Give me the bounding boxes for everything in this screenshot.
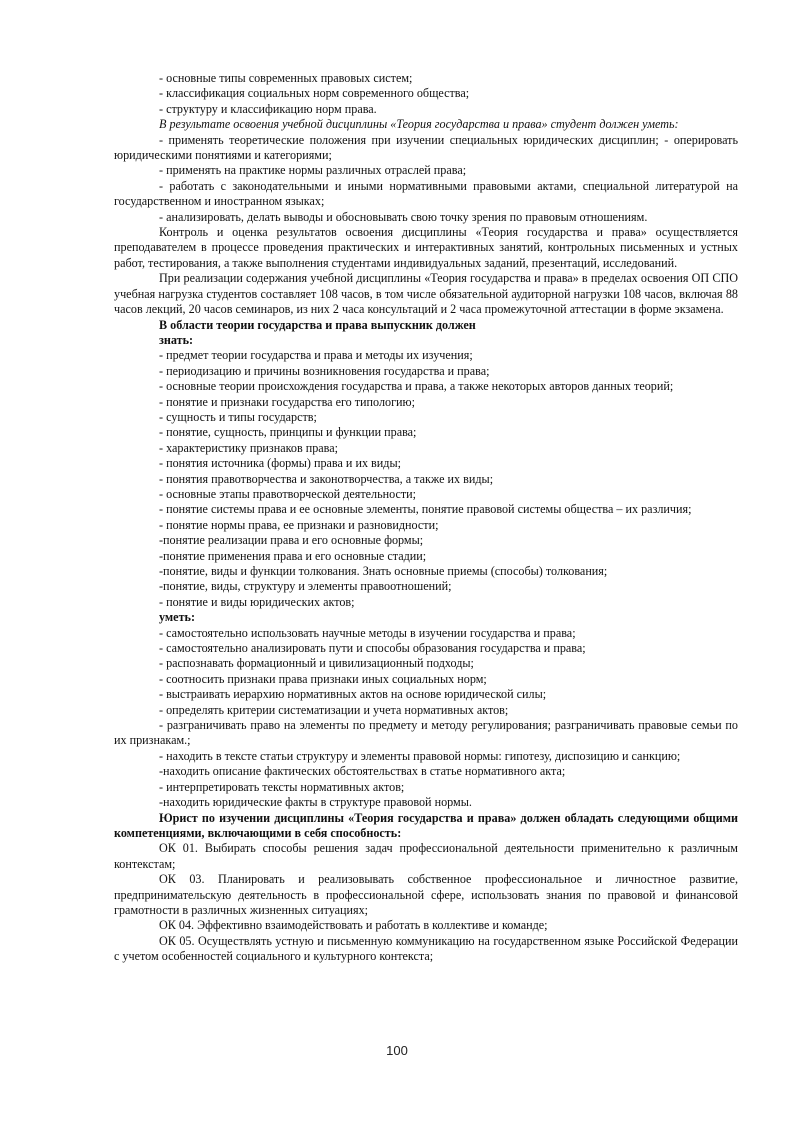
paragraph: - понятие нормы права, ее признаки и разновидности; xyxy=(159,517,439,532)
paragraph: - анализировать, делать выводы и обосновывать свою точку зрения по правовым отношениям. xyxy=(159,209,648,224)
paragraph: - находить в тексте статьи структуру и элементы правовой нормы: гипотезу, диспозицию и санкцию; xyxy=(159,748,681,763)
paragraph: - основные теории происхождения государства и права, а также некоторых авторов данных теорий; xyxy=(159,379,674,394)
paragraph: ОК 05. Осуществлять устную и письменную коммуникацию на государственном языке Российской Федерации с учетом особенностей социального и культурного контекста; xyxy=(114,933,738,964)
paragraph: - работать с законодательными и иными нормативными правовыми актами, специальной литературой на государственном и иностранном языках; xyxy=(114,178,738,209)
paragraph: Контроль и оценка результатов освоения дисциплины «Теория государства и права» осуществляется преподавателем в процессе проведения практических и интерактивных занятий, контрольных письменных и устных работ, тестирования, а также выполнения студентами индивидуальных заданий, презентаций, исследований. xyxy=(114,225,738,270)
paragraph: -понятие, виды, структуру и элементы правоотношений; xyxy=(159,579,452,594)
paragraph: - соотносить признаки права признаки иных социальных норм; xyxy=(159,671,487,686)
paragraph: -находить юридические факты в структуре правовой нормы. xyxy=(159,795,472,810)
paragraph: уметь: xyxy=(159,610,195,625)
paragraph: - сущность и типы государств; xyxy=(159,409,317,424)
paragraph: -находить описание фактических обстоятельствах в статье нормативного акта; xyxy=(159,764,566,779)
paragraph: - предмет теории государства и права и методы их изучения; xyxy=(159,348,473,363)
paragraph: Юрист по изучении дисциплины «Теория государства и права» должен обладать следующими общими компетенциями, включающими в себя способность: xyxy=(114,810,738,840)
paragraph: - определять критерии систематизации и учета нормативных актов; xyxy=(159,702,509,717)
paragraph: - понятие системы права и ее основные элементы, понятие правовой системы общества – их различия; xyxy=(159,502,692,517)
paragraph: - основные типы современных правовых систем; xyxy=(159,71,413,85)
page-number: 100 xyxy=(386,1043,408,1058)
paragraph: - характеристику признаков права; xyxy=(159,440,339,455)
paragraph: - применять теоретические положения при изучении специальных юридических дисциплин; - оперировать юридическими понятиями и категориями; xyxy=(114,132,738,163)
paragraph: ОК 04. Эффективно взаимодействовать и работать в коллективе и команде; xyxy=(159,918,548,933)
paragraph: - самостоятельно анализировать пути и способы образования государства и права; xyxy=(159,641,586,656)
document-body xyxy=(114,71,738,965)
paragraph: знать: xyxy=(159,332,194,347)
paragraph: -понятие, виды и функции толкования. Знать основные приемы (способы) толкования; xyxy=(159,564,608,578)
paragraph: - понятие и признаки государства его типологию; xyxy=(159,394,416,409)
paragraph: В результате освоения учебной дисциплины «Теория государства и права» студент должен уметь: xyxy=(159,117,679,132)
paragraph: - самостоятельно использовать научные методы в изучении государства и права; xyxy=(159,625,576,640)
paragraph: - понятие и виды юридических актов; xyxy=(159,594,355,609)
paragraph: - структуру и классификацию норм права. xyxy=(159,101,377,116)
paragraph: - понятие, сущность, принципы и функции права; xyxy=(159,425,417,440)
paragraph: -понятие применения права и его основные стадии; xyxy=(159,548,427,563)
paragraph: - выстраивать иерархию нормативных актов на основе юридической силы; xyxy=(159,687,547,702)
paragraph: - применять на практике нормы различных отраслей права; xyxy=(159,163,467,178)
paragraph: - интерпретировать тексты нормативных актов; xyxy=(159,779,405,794)
paragraph: - разграничивать право на элементы по предмету и методу регулирования; разграничивать правовые семьи по их признакам.; xyxy=(114,718,738,748)
paragraph: ОК 01. Выбирать способы решения задач профессиональной деятельности применительно к различным контекстам; xyxy=(114,841,738,871)
paragraph: ОК 03. Планировать и реализовывать собственное профессиональное и личностное развитие, предпринимательскую деятельность в профессиональной сфере, использовать знания по правовой и финансовой грамотности в различных жизненных ситуациях; xyxy=(114,872,738,917)
paragraph: - распознавать формационный и цивилизационный подходы; xyxy=(159,656,474,671)
paragraph: -понятие реализации права и его основные формы; xyxy=(159,533,424,548)
paragraph: - понятия правотворчества и законотворчества, а также их виды; xyxy=(159,471,494,486)
paragraph: - понятия источника (формы) права и их виды; xyxy=(159,456,401,471)
paragraph: - периодизацию и причины возникновения государства и права; xyxy=(159,363,490,378)
paragraph: При реализации содержания учебной дисциплины «Теория государства и права» в пределах освоения ОП СПО учебная нагрузка студентов составляет 108 часов, в том числе обязательной аудиторной нагрузки 108 часов, включая 88 часов лекций, 20 часов семинаров, из них 2 часа консультаций и 2 часа промежуточной аттестации в форме экзамена. xyxy=(114,271,738,317)
paragraph: В области теории государства и права выпускник должен xyxy=(159,317,476,332)
paragraph: - основные этапы правотворческой деятельности; xyxy=(159,486,417,501)
paragraph: - классификация социальных норм современного общества; xyxy=(159,86,470,101)
